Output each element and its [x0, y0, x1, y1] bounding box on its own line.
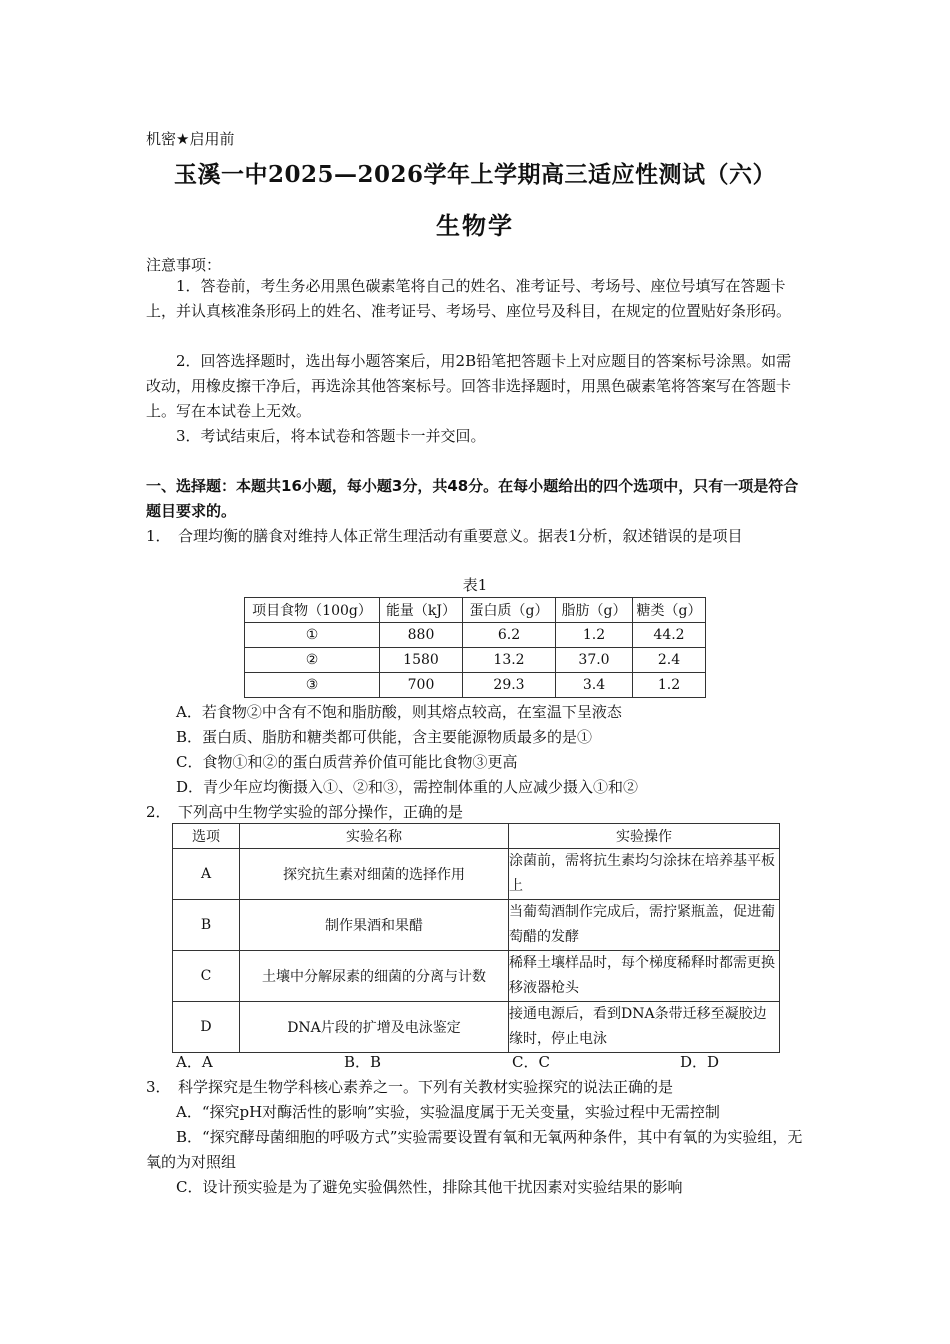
question-text: 科学探究是生物学科核心素养之一。下列有关教材实验探究的说法正确的是: [178, 1078, 674, 1096]
question-2-choice-b: B．B: [344, 1053, 382, 1071]
table-cell: 涂菌前，需将抗生素均匀涂抹在培养基平板上: [509, 849, 780, 900]
table-cell: B: [173, 900, 240, 951]
note-item-1: 1．答卷前，考生务必用黑色碳素笔将自己的姓名、准考证号、考场号、座位号填写在答题卡上，并认真核准条形码上的姓名、准考证号、考场号、座位号及科目，在规定的位置贴好条形码。: [146, 277, 792, 320]
note-item-3: 3．考试结束后，将本试卷和答题卡一并交回。: [176, 427, 486, 445]
table-cell: D: [173, 1002, 240, 1053]
question-2-stem: [146, 800, 806, 825]
table-header-cell: 糖类（g）: [633, 598, 706, 623]
table-header-cell: 实验操作: [509, 824, 780, 849]
table-row: [173, 849, 780, 900]
confidential-label: 机密★启用前: [146, 130, 235, 148]
question-number: 1．: [146, 527, 171, 545]
table-header-cell: 项目食物（100g）: [245, 598, 380, 623]
table-cell: ②: [245, 648, 380, 673]
question-2-choice-a: A．A: [176, 1053, 213, 1071]
table-cell: 接通电源后，看到DNA条带迁移至凝胶边缘时，停止电泳: [509, 1002, 780, 1053]
table-cell: 土壤中分解尿素的细菌的分离与计数: [240, 951, 509, 1002]
table-row: [173, 1002, 780, 1053]
table-row: [173, 900, 780, 951]
table-row: [245, 623, 706, 648]
table-header-cell: 选项: [173, 824, 240, 849]
table-row: [245, 648, 706, 673]
question-2-choice-c: C．C: [512, 1053, 550, 1071]
table-cell: ③: [245, 673, 380, 698]
question-1-option-c: C．食物①和②的蛋白质营养价值可能比食物③更高: [176, 753, 518, 771]
table-cell: 13.2: [463, 648, 556, 673]
question-2-choice-d: D．D: [680, 1053, 720, 1071]
table-cell: A: [173, 849, 240, 900]
table-cell: 制作果酒和果醋: [240, 900, 509, 951]
question-3-option-b: B．“探究酵母菌细胞的呼吸方式”实验需要设置有氧和无氧两种条件，其中有氧的为实验组，无氧的为对照组: [146, 1128, 803, 1171]
question-number: 3．: [146, 1078, 171, 1096]
table-header-row: [173, 824, 780, 849]
table-cell: 1580: [380, 648, 463, 673]
table-cell: 29.3: [463, 673, 556, 698]
table-cell: 3.4: [556, 673, 633, 698]
table-cell: 44.2: [633, 623, 706, 648]
notes-heading: 注意事项：: [146, 256, 222, 274]
table-cell: 880: [380, 623, 463, 648]
table-cell: 37.0: [556, 648, 633, 673]
section-heading: 一、选择题：本题共16小题，每小题3分，共48分。在每小题给出的四个选项中，只有一项是符合题目要求的。: [146, 477, 799, 520]
table-cell: 1.2: [556, 623, 633, 648]
table-cell: 6.2: [463, 623, 556, 648]
table-row: [245, 673, 706, 698]
question-text: 合理均衡的膳食对维持人体正常生理活动有重要意义。据表1分析，叙述错误的是项目: [178, 527, 743, 545]
question-text: 下列高中生物学实验的部分操作，正确的是: [178, 803, 464, 821]
table-header-cell: 脂肪（g）: [556, 598, 633, 623]
table-cell: 当葡萄酒制作完成后，需拧紧瓶盖，促进葡萄醋的发酵: [509, 900, 780, 951]
question-1-stem: [146, 524, 806, 549]
table-header-cell: 蛋白质（g）: [463, 598, 556, 623]
note-item-2: 2．回答选择题时，选出每小题答案后，用2B铅笔把答题卡上对应题目的答案标号涂黑。如需改动，用橡皮擦干净后，再选涂其他答案标号。回答非选择题时，用黑色碳素笔将答案写在答题卡上。写在本试卷上无效。: [146, 352, 792, 420]
question-1-option-b: B．蛋白质、脂肪和糖类都可供能，含主要能源物质最多的是①: [176, 728, 593, 746]
experiment-table: [172, 823, 780, 1053]
table-cell: 探究抗生素对细菌的选择作用: [240, 849, 509, 900]
table-cell: ①: [245, 623, 380, 648]
table-header-cell: 实验名称: [240, 824, 509, 849]
question-number: 2．: [146, 803, 171, 821]
table-row: [173, 951, 780, 1002]
table-cell: 稀释土壤样品时，每个梯度稀释时都需更换移液器枪头: [509, 951, 780, 1002]
question-3-option-a: A．“探究pH对酶活性的影响”实验，实验温度属于无关变量，实验过程中无需控制: [176, 1103, 720, 1121]
table-cell: C: [173, 951, 240, 1002]
table-cell: 1.2: [633, 673, 706, 698]
question-3-stem: [146, 1075, 806, 1100]
table-cell: 2.4: [633, 648, 706, 673]
table-header-cell: 能量（kJ）: [380, 598, 463, 623]
table-header-row: [245, 598, 706, 623]
question-1-option-d: D．青少年应均衡摄入①、②和③，需控制体重的人应减少摄入①和②: [176, 778, 639, 796]
table-caption: 表1: [462, 576, 488, 594]
subject-title: 生物学: [436, 211, 514, 240]
table-cell: 700: [380, 673, 463, 698]
exam-title: 玉溪一中2025—2026学年上学期高三适应性测试（六）: [173, 161, 777, 188]
question-1-option-a: A．若食物②中含有不饱和脂肪酸，则其熔点较高，在室温下呈液态: [176, 703, 622, 721]
question-3-option-c: C．设计预实验是为了避免实验偶然性，排除其他干扰因素对实验结果的影响: [176, 1178, 683, 1196]
food-nutrition-table: [244, 597, 706, 698]
table-cell: DNA片段的扩增及电泳鉴定: [240, 1002, 509, 1053]
